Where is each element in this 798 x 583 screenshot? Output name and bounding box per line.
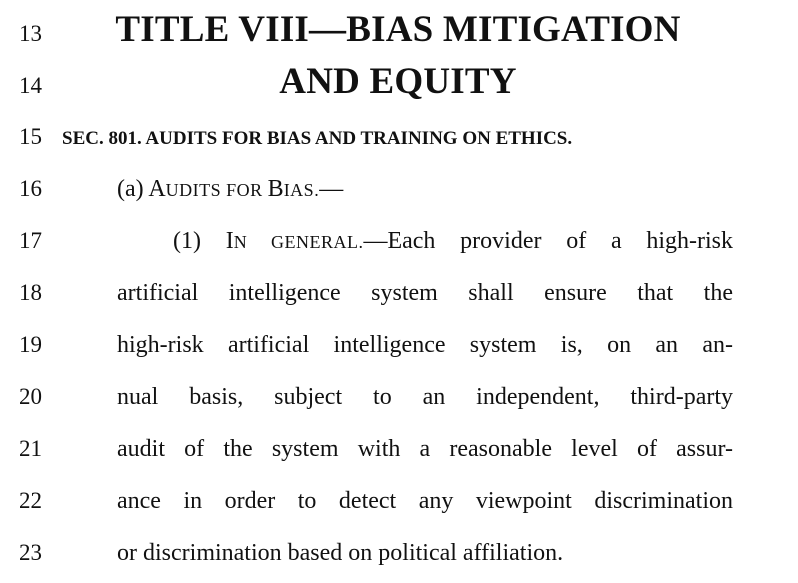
paragraph-label: (1) bbox=[173, 228, 226, 254]
paragraph-line: artificial intelligence system shall ensure that the bbox=[117, 280, 733, 306]
em-dash: — bbox=[319, 176, 344, 202]
line-number: 15 bbox=[19, 124, 42, 149]
paragraph-line: high-risk artificial intelligence system is, on an an- bbox=[117, 332, 733, 358]
line-number: 13 bbox=[19, 21, 42, 46]
small-caps-initial: B bbox=[267, 176, 284, 202]
line-18 bbox=[0, 260, 798, 312]
line-number: 22 bbox=[19, 488, 42, 513]
line-number: 21 bbox=[19, 436, 42, 461]
line-16 bbox=[0, 156, 798, 208]
subsection-label: (a) bbox=[117, 176, 149, 202]
subsection-heading bbox=[117, 177, 343, 201]
line-number: 19 bbox=[19, 332, 42, 357]
line-14 bbox=[0, 52, 798, 104]
small-caps-initial: I bbox=[225, 228, 234, 254]
line-17 bbox=[0, 208, 798, 260]
paragraph-line: nual basis, subject to an independent, third-party bbox=[117, 384, 733, 410]
line-number: 20 bbox=[19, 384, 42, 409]
paragraph-line: ance in order to detect any viewpoint discrimination bbox=[117, 488, 733, 514]
line-number: 18 bbox=[19, 280, 42, 305]
small-caps-initial: A bbox=[148, 176, 166, 202]
paragraph-line: audit of the system with a reasonable level of assur- bbox=[117, 436, 733, 462]
paragraph-first-line bbox=[173, 229, 733, 253]
line-number: 14 bbox=[19, 73, 42, 98]
small-caps-text: IAS. bbox=[283, 180, 320, 200]
section-heading: SEC. 801. AUDITS FOR BIAS AND TRAINING ON ETHICS. bbox=[62, 128, 573, 149]
line-number: 16 bbox=[19, 176, 42, 201]
line-21 bbox=[0, 416, 798, 468]
line-number: 17 bbox=[19, 228, 42, 253]
line-20 bbox=[0, 364, 798, 416]
title-line-1: TITLE VIII—BIAS MITIGATION bbox=[115, 9, 681, 50]
line-22 bbox=[0, 468, 798, 520]
line-23 bbox=[0, 520, 798, 572]
line-15 bbox=[0, 104, 798, 156]
paragraph-last-line: or discrimination based on political affiliation. bbox=[117, 540, 564, 566]
paragraph-text: —Each provider of a high-risk bbox=[363, 228, 734, 254]
small-caps-text: UDITS FOR bbox=[165, 180, 268, 200]
line-number: 23 bbox=[19, 540, 42, 565]
title-line-2: AND EQUITY bbox=[279, 61, 517, 102]
small-caps-text: N GENERAL. bbox=[233, 232, 364, 252]
line-19 bbox=[0, 312, 798, 364]
line-13 bbox=[0, 0, 798, 52]
